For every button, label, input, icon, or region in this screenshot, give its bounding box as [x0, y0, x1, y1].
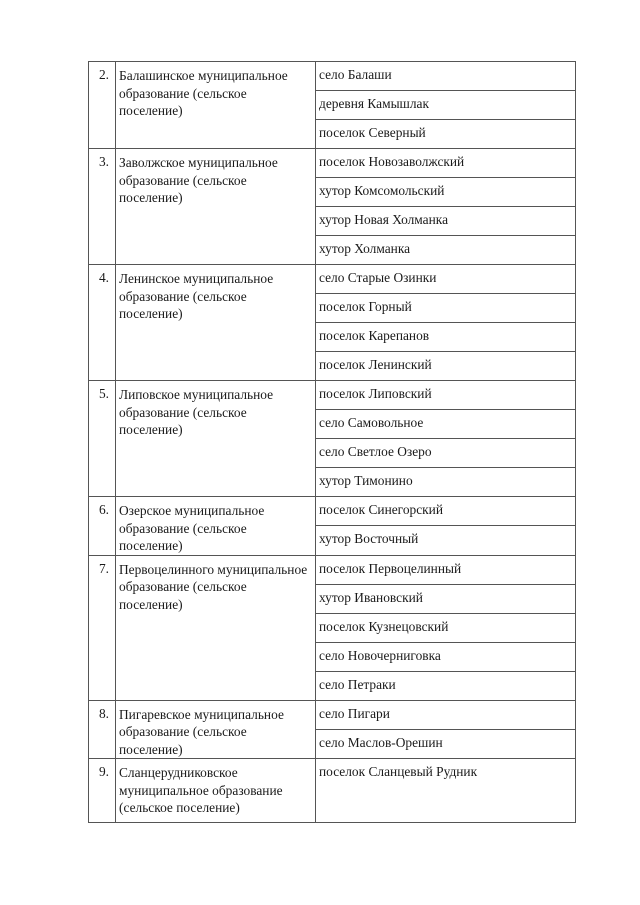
row-number: 4.: [89, 265, 116, 381]
settlement-name: село Маслов-Орешин: [316, 729, 576, 758]
settlement-name: поселок Кузнецовский: [316, 613, 576, 642]
settlement-name: поселок Сланцевый Рудник: [316, 759, 576, 823]
municipality-name: Первоцелинного муниципальное образование (сельское поселение): [116, 555, 316, 700]
municipality-name: Ленинское муниципальное образование (сельское поселение): [116, 265, 316, 381]
table-row: [89, 265, 576, 294]
settlement-name: поселок Новозаволжский: [316, 149, 576, 178]
settlement-name: село Старые Озинки: [316, 265, 576, 294]
municipality-name: Заволжское муниципальное образование (сельское поселение): [116, 149, 316, 265]
municipality-name: Сланцерудниковское муниципальное образование (сельское поселение): [116, 759, 316, 823]
municipality-name: Пигаревское муниципальное образование (сельское поселение): [116, 700, 316, 759]
settlements-table: [88, 61, 576, 823]
settlement-name: поселок Первоцелинный: [316, 555, 576, 584]
settlements-table-body: [89, 62, 576, 823]
settlement-name: село Самовольное: [316, 410, 576, 439]
table-row: [89, 555, 576, 584]
table-row: [89, 759, 576, 823]
row-number: 8.: [89, 700, 116, 759]
row-number: 6.: [89, 497, 116, 556]
settlement-name: поселок Северный: [316, 120, 576, 149]
settlement-name: поселок Горный: [316, 294, 576, 323]
settlement-name: поселок Ленинский: [316, 352, 576, 381]
settlement-name: деревня Камышлак: [316, 91, 576, 120]
table-row: [89, 497, 576, 526]
table-row: [89, 700, 576, 729]
settlement-name: поселок Синегорский: [316, 497, 576, 526]
settlement-name: село Новочерниговка: [316, 642, 576, 671]
table-row: [89, 381, 576, 410]
settlement-name: хутор Тимонино: [316, 468, 576, 497]
row-number: 5.: [89, 381, 116, 497]
settlement-name: поселок Липовский: [316, 381, 576, 410]
settlement-name: село Петраки: [316, 671, 576, 700]
settlement-name: поселок Карепанов: [316, 323, 576, 352]
settlement-name: хутор Ивановский: [316, 584, 576, 613]
table-row: [89, 62, 576, 91]
row-number: 2.: [89, 62, 116, 149]
settlement-name: хутор Новая Холманка: [316, 207, 576, 236]
row-number: 3.: [89, 149, 116, 265]
row-number: 9.: [89, 759, 116, 823]
settlement-name: хутор Холманка: [316, 236, 576, 265]
settlement-name: хутор Комсомольский: [316, 178, 576, 207]
municipality-name: Озерское муниципальное образование (сельское поселение): [116, 497, 316, 556]
row-number: 7.: [89, 555, 116, 700]
settlement-name: село Светлое Озеро: [316, 439, 576, 468]
settlement-name: хутор Восточный: [316, 526, 576, 555]
settlement-name: село Пигари: [316, 700, 576, 729]
municipality-name: Балашинское муниципальное образование (сельское поселение): [116, 62, 316, 149]
settlement-name: село Балаши: [316, 62, 576, 91]
table-row: [89, 149, 576, 178]
municipality-name: Липовское муниципальное образование (сельское поселение): [116, 381, 316, 497]
